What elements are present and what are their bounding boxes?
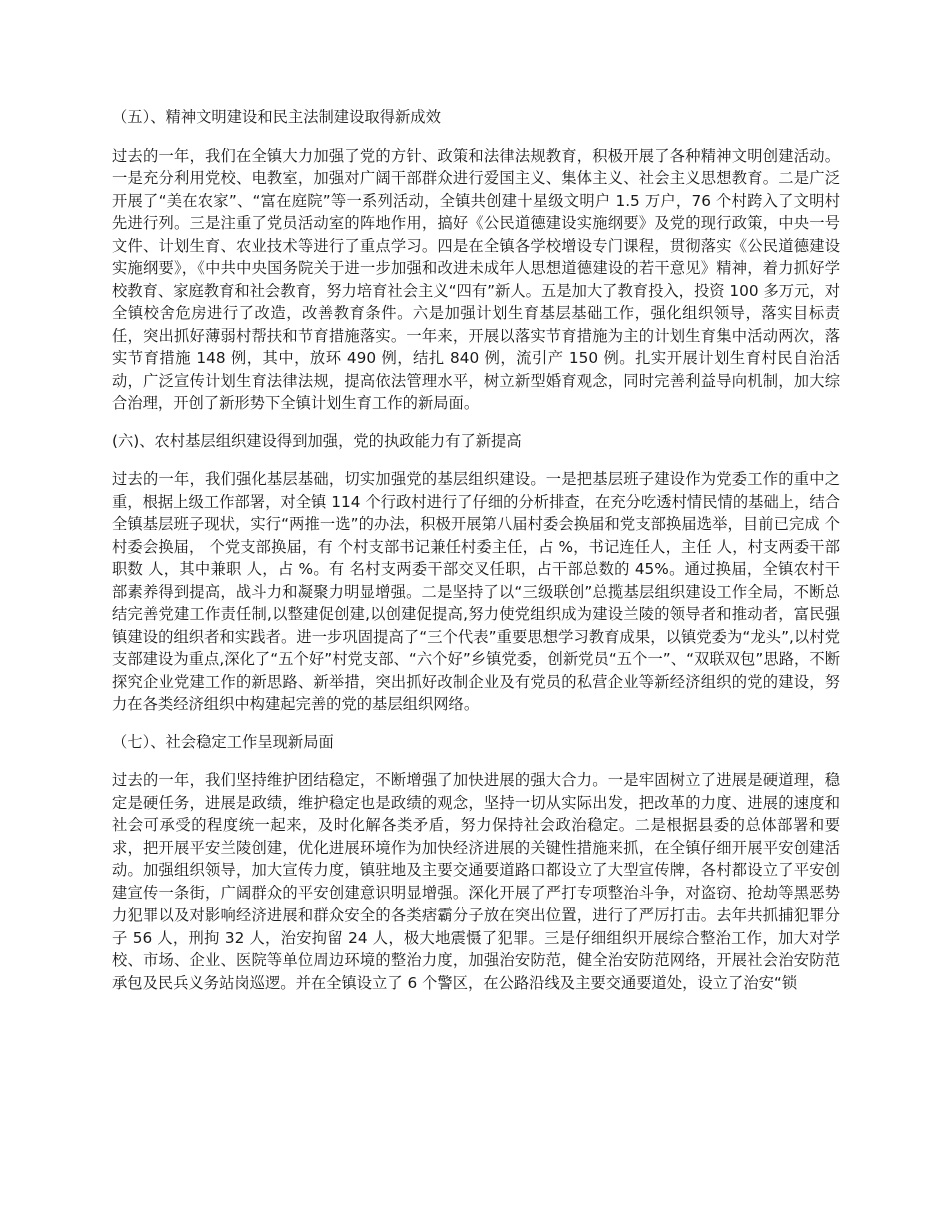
document-page (112, 106, 840, 1009)
section-six-heading: (六)、农村基层组织建设得到加强，党的执政能力有了新提高 (112, 431, 522, 450)
section-seven-paragraph: 过去的一年，我们坚持维护团结稳定，不断增强了加快进展的强大合力。一是牢固树立了进展是硬道理，稳定是硬任务，进展是政绩，维护稳定也是政绩的观念，坚持一切从实际出发，把改革的力度、进展的速度和社会可承受的程度统一起来，及时化解各类矛盾，努力保持社会政治稳定。二是根据县委的总体部署和要求，把开展平安兰陵创建，优化进展环境作为加快经济进展的关键性措施来抓，在全镇仔细开展平安创建活动。加强组织领导，加大宣传力度，镇驻地及主要交通要道路口都设立了大型宣传牌，各村都设立了平安创建宣传一条街，广阔群众的平安创建意识明显增强。深化开展了严打专项整治斗争，对盗窃、抢劫等黑恶势力犯罪以及对影响经济进展和群众安全的各类痞霸分子放在突出位置，进行了严厉打击。去年共抓捕犯罪分子 56 人，刑拘 32 人，治安拘留 24 人，极大地震慑了犯罪。三是仔细组织开展综合整治工作，加大对学校、市场、企业、医院等单位周边环境的整治力度，加强治安防范，健全治安防范网络，开展社会治安防范承包及民兵义务站岗巡逻。并在全镇设立了 6 个警区，在公路沿线及主要交通要道处，设立了治安“锁 (112, 771, 840, 992)
section-five-heading: （五）、精神文明建设和民主法制建设取得新成效 (112, 108, 441, 126)
section-six-paragraph: 过去的一年，我们强化基层基础，切实加强党的基层组织建设。一是把基层班子建设作为党委工作的重中之重，根据上级工作部署，对全镇 114 个行政村进行了仔细的分析排查，在充分吃透村情民情的基础上，结合全镇基层班子现状，实行“两推一选”的办法，积极开展第八届村委会换届和党支部换届选举，目前已完成 个村委会换届， 个党支部换届，有 个村支部书记兼任村委主任，占 %，书记连任人，主任 人，村支两委干部职数 人，其中兼职 人，占 %。有 名村支两委干部交叉任职，占干部总数的 45%。通过换届，全镇农村干部素养得到提高，战斗力和凝聚力明显增强。二是坚持了以“三级联创”总揽基层组织建设工作全局，不断总结完善党建工作责任制,以整建促创建,以创建促提高,努力使党组织成为建设兰陵的领导者和推动者，富民强镇建设的组织者和实践者。进一步巩固提高了“三个代表”重要思想学习教育成果，以镇党委为“龙头”,以村党支部建设为重点,深化了“五个好”村党支部、“六个好”乡镇党委，创新党员“五个一”、“双联双包”思路，不断探究企业党建工作的新思路、新举措，突出抓好改制企业及有党员的私营企业等新经济组织的党的建设，努力在各类经济组织中构建起完善的党的基层组织网络。 (112, 470, 840, 713)
section-seven-heading: （七）、社会稳定工作呈现新局面 (112, 732, 334, 751)
section-five-paragraph: 过去的一年，我们在全镇大力加强了党的方针、政策和法律法规教育，积极开展了各种精神文明创建活动。一是充分利用党校、电教室，加强对广阔干部群众进行爱国主义、集体主义、社会主义思想教育。二是广泛开展了“美在农家”、“富在庭院”等一系列活动，全镇共创建十星级文明户 1.5 万户，76 个村跨入了文明村先进行列。三是注重了党员活动室的阵地作用，搞好《公民道德建设实施纲要》及党的现行政策，中央一号文件、计划生育、农业技术等进行了重点学习。四是在全镇各学校增设专门课程，贯彻落实《公民道德建设实施纲要》，《中共中央国务院关于进一步加强和改进未成年人思想道德建设的若干意见》精神，着力抓好学校教育、家庭教育和社会教育，努力培育社会主义“四有”新人。五是加大了教育投入，投资 100 多万元，对全镇校舍危房进行了改造，改善教育条件。六是加强计划生育基层基础工作，强化组织领导，落实目标责任，突出抓好薄弱村帮扶和节育措施落实。一年来，开展以落实节育措施为主的计划生育集中活动两次，落实节育措施 148 例，其中，放环 490 例，结扎 840 例，流引产 150 例。扎实开展计划生育村民自治活动，广泛宣传计划生育法律法规，提高依法管理水平，树立新型婚育观念，同时完善利益导向机制，加大综合治理，开创了新形势下全镇计划生育工作的新局面。 (112, 146, 840, 412)
